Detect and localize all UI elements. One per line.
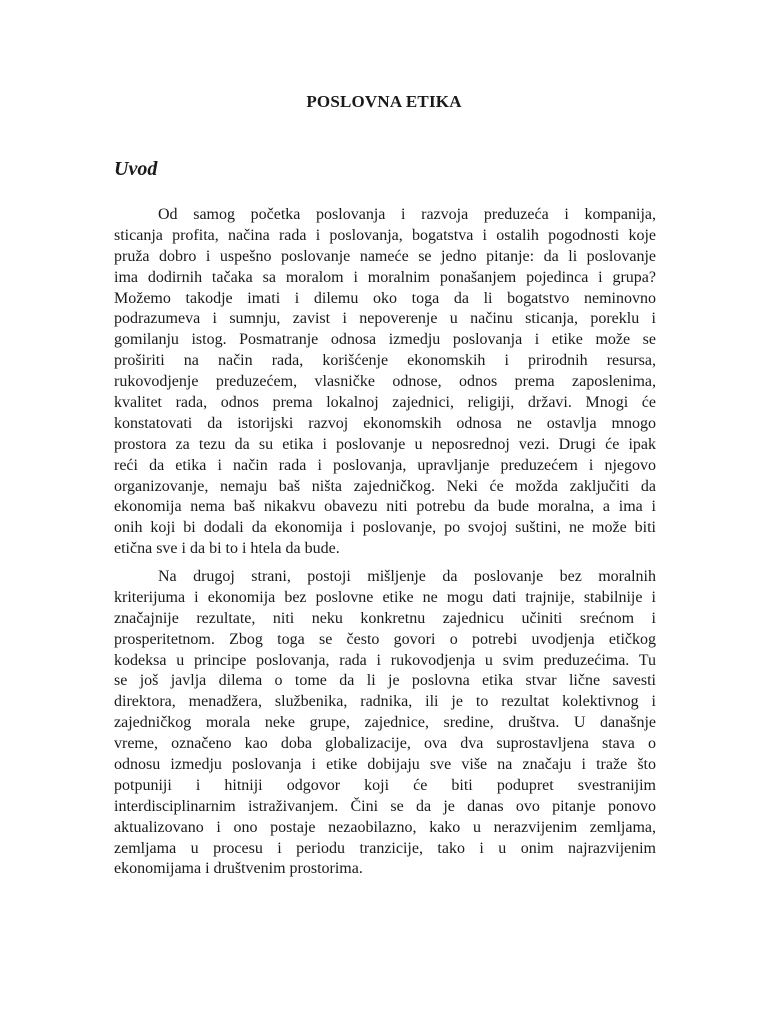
paragraph-2 (114, 567, 656, 880)
paragraph-line: Možemo takodje imati i dilemu oko toga da li bogatstvo neminovno (114, 289, 656, 307)
paragraph-line: konstatovati da istorijski razvoj ekonomskih odnosa ne ostavlja mnogo (114, 414, 656, 432)
paragraph-line: kvalitet rada, odnos prema lokalnoj zajednici, religiji, državi. Mnogi će (114, 394, 656, 412)
paragraph-line: prostora za tezu da su etika i poslovanje u neposrednoj vezi. Drugi će ipak (114, 435, 656, 453)
paragraph-line: odnosu izmedju poslovanja i etike dobijaju sve više na značaju i traže što (114, 756, 656, 774)
paragraph-line: kriterijuma i ekonomija bez poslovne etike ne mogu dati trajnije, stabilnije i (114, 588, 656, 606)
paragraph-line: etična sve i da bi to i htela da bude. (114, 540, 340, 558)
paragraph-line: značajnije rezultate, niti neku konkretnu zajednicu učiniti srećnom i (114, 609, 656, 627)
paragraph-line: sticanja profita, načina rada i poslovanja, bogatstva i ostalih pogodnosti koje (114, 226, 656, 244)
paragraph-line: podrazumeva i sumnju, zavist i nepoverenje u načinu sticanja, poreklu i (114, 310, 656, 328)
paragraph-line: kodeksa u principe poslovanja, rada i rukovodjenja u svim preduzećima. Tu (114, 651, 656, 669)
paragraph-line: direktora, menadžera, službenika, radnika, ili je to rezultat kolektivnog i (114, 693, 656, 711)
paragraph-line: ekonomija nema baš nikakvu obavezu niti potrebu da bude moralna, a ima i (114, 498, 656, 516)
paragraph-line: vreme, označeno kao doba globalizacije, ova dva suprostavljena stava o (114, 735, 656, 753)
paragraph-line: zajedničkog morala neke grupe, zajednice, sredine, društva. U današnje (114, 714, 656, 732)
paragraph-line: pruža dobro i uspešno poslovanje nameće se jedno pitanje: da li poslovanje (114, 247, 656, 265)
paragraph-line: Na drugoj strani, postoji mišljenje da poslovanje bez moralnih (158, 568, 656, 585)
paragraph-line: interdisciplinarnim istraživanjem. Čini se da je danas ovo pitanje ponovo (114, 797, 656, 815)
paragraph-line: onih koji bi dodali da ekonomija i poslovanje, po svojoj suštini, ne može biti (114, 519, 656, 537)
paragraph-line: zemljama u procesu i periodu tranzicije, tako i u onim najrazvijenim (114, 839, 656, 857)
paragraph-line: se još javlja dilema o tome da li je poslovna etika stvar lične savesti (114, 672, 656, 690)
paragraph-line: reći da etika i način rada i poslovanja, upravljanje preduzećem i njegovo (114, 456, 656, 474)
section-heading: Uvod (114, 158, 158, 180)
paragraph-line: rukovodjenje preduzećem, vlasničke odnose, odnos prema zaposlenima, (114, 373, 656, 391)
paragraph-1 (114, 205, 656, 560)
document-title: POSLOVNA ETIKA (306, 92, 462, 111)
paragraph-line: potpuniji i hitniji odgovor koji će biti podupret svestranijim (114, 776, 656, 794)
paragraph-line: proširiti na način rada, korišćenje ekonomskih i prirodnih resursa, (114, 352, 656, 370)
paragraph-line: aktualizovano i ono postaje nezaobilazno, kako u nerazvijenim zemljama, (114, 818, 656, 836)
paragraph-line: gomilanju istog. Posmatranje odnosa izmedju poslovanja i etike može se (114, 331, 656, 349)
paragraph-line: ekonomijama i društvenim prostorima. (114, 860, 363, 878)
paragraph-line: ima dodirnih tačaka sa moralom i moralnim ponašanjem pojedinca i grupa? (114, 268, 656, 286)
paragraph-line: prosperitetnom. Zbog toga se često govori o potrebi uvodjenja etičkog (114, 630, 656, 648)
paragraph-line: Od samog početka poslovanja i razvoja preduzeća i kompanija, (158, 206, 656, 223)
paragraph-line: organizovanje, nemaju baš ništa zajedničkog. Neki će možda zaključiti da (114, 477, 656, 495)
